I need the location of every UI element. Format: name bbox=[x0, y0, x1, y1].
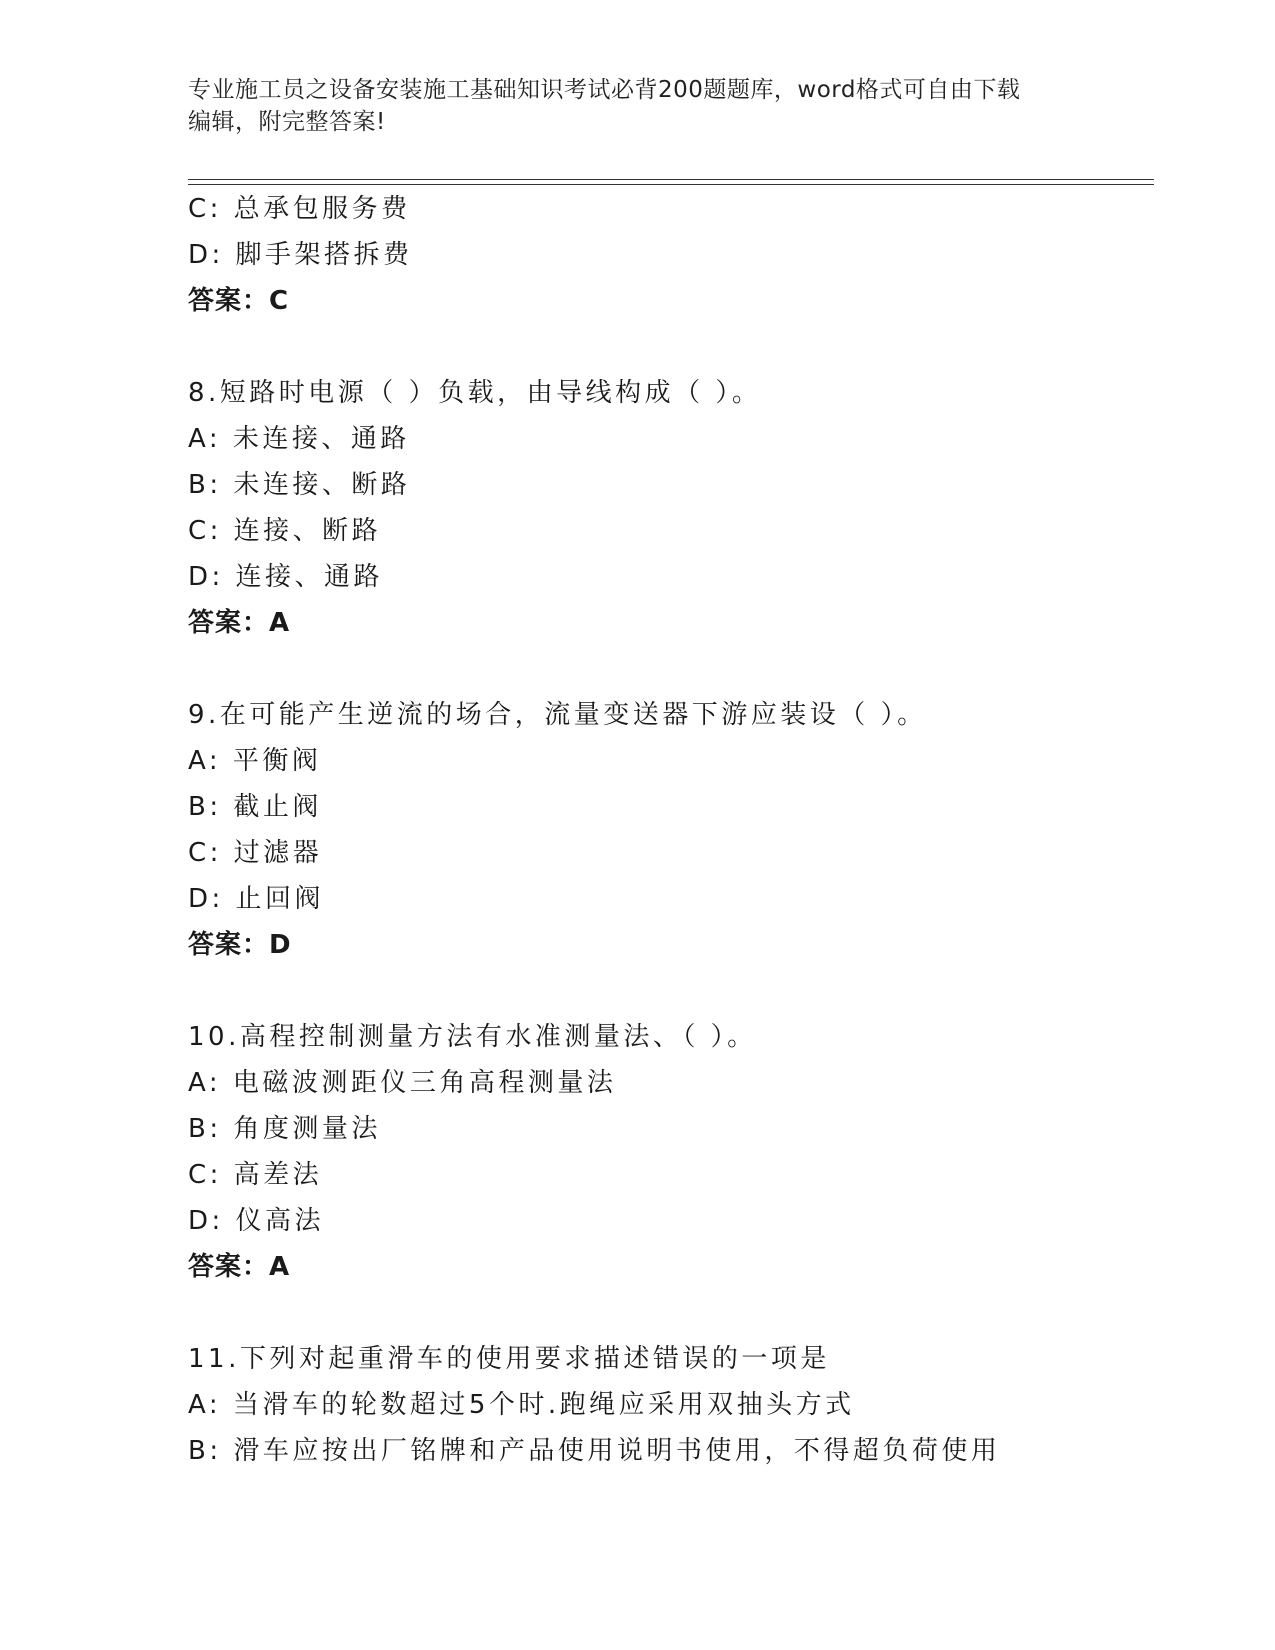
question-stem: 9.在可能产生逆流的场合，流量变送器下游应装设（ ）。 bbox=[188, 700, 927, 730]
question-stem: 11.下列对起重滑车的使用要求描述错误的一项是 bbox=[188, 1344, 830, 1374]
answer-label: 答案：C bbox=[188, 286, 290, 316]
header-divider-top bbox=[188, 179, 1154, 180]
header-title-line-2: 编辑，附完整答案! bbox=[188, 109, 386, 135]
option-a: A: 平衡阀 bbox=[188, 746, 322, 776]
question-9 bbox=[188, 692, 1168, 968]
option-c: C: 过滤器 bbox=[188, 838, 323, 868]
question-fragment bbox=[188, 186, 1168, 324]
option-c: C: 高差法 bbox=[188, 1160, 323, 1190]
question-list bbox=[188, 186, 1168, 1474]
header-divider-bottom bbox=[188, 184, 1154, 185]
option-c: C: 连接、断路 bbox=[188, 516, 382, 546]
option-a: A: 未连接、通路 bbox=[188, 424, 410, 454]
answer-label: 答案：A bbox=[188, 1252, 291, 1282]
option-b: B: 截止阀 bbox=[188, 792, 322, 822]
option-b: B: 未连接、断路 bbox=[188, 470, 411, 500]
option-a: A: 电磁波测距仪三角高程测量法 bbox=[188, 1068, 617, 1098]
option-b: B: 角度测量法 bbox=[188, 1114, 381, 1144]
question-11 bbox=[188, 1336, 1168, 1474]
option-c: C: 总承包服务费 bbox=[188, 194, 411, 224]
option-d: D: 止回阀 bbox=[188, 884, 325, 914]
document-header bbox=[188, 74, 1088, 138]
answer-label: 答案：D bbox=[188, 930, 292, 960]
header-title-line-1: 专业施工员之设备安装施工基础知识考试必背200题题库，word格式可自由下载 bbox=[188, 77, 1021, 103]
option-d: D: 脚手架搭拆费 bbox=[188, 240, 413, 270]
option-d: D: 仪高法 bbox=[188, 1206, 325, 1236]
option-b: B: 滑车应按出厂铭牌和产品使用说明书使用，不得超负荷使用 bbox=[188, 1436, 1001, 1466]
question-stem: 10.高程控制测量方法有水准测量法、（ ）。 bbox=[188, 1022, 757, 1052]
question-stem: 8.短路时电源（ ）负载，由导线构成（ ）。 bbox=[188, 378, 762, 408]
question-10 bbox=[188, 1014, 1168, 1290]
question-8 bbox=[188, 370, 1168, 646]
option-d: D: 连接、通路 bbox=[188, 562, 384, 592]
answer-label: 答案：A bbox=[188, 608, 291, 638]
option-a: A: 当滑车的轮数超过5个时.跑绳应采用双抽头方式 bbox=[188, 1390, 855, 1420]
